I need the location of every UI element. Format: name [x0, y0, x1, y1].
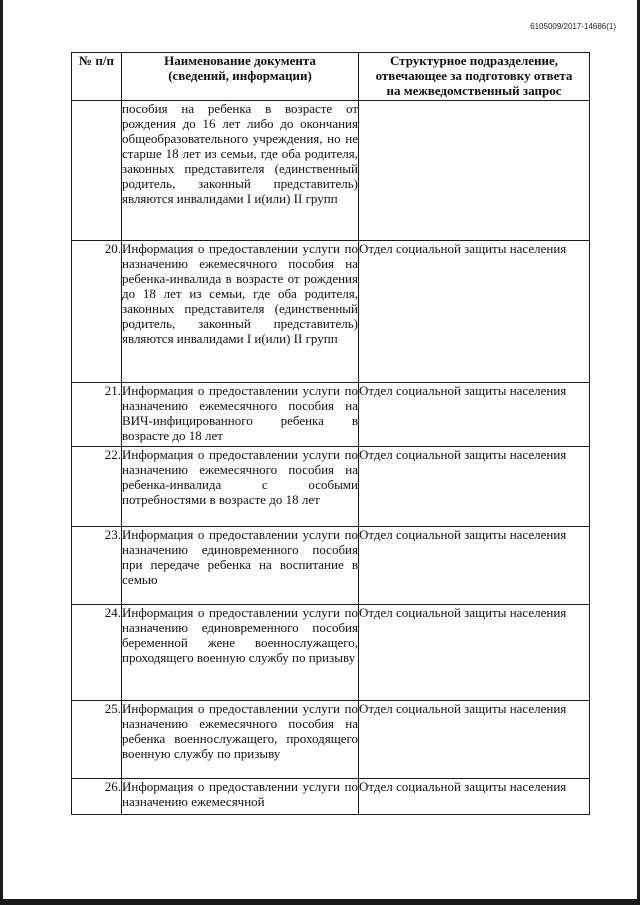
row-num: 20. [72, 241, 122, 383]
row-document-name: Информация о предоставлении услуги по назначению единовременного пособия при передаче ребенка на воспитание в семью [122, 527, 359, 605]
row-department: Отдел социальной защиты населения [359, 383, 590, 447]
row-department: Отдел социальной защиты населения [359, 527, 590, 605]
row-num: 25. [72, 701, 122, 779]
header-dept-line3: на межведомственный запрос [386, 83, 562, 98]
header-dept-line2: отвечающее за подготовку ответа [375, 68, 573, 83]
table-row [72, 383, 590, 447]
header-name-line2: (сведений, информации) [168, 68, 312, 83]
row-document-name: пособия на ребенка в возрасте от рождения до 16 лет либо до окончания общеобразовательного учреждения, но не старше 18 лет из семьи, где оба родителя, законных представителя (единственный родитель, законный представитель) являются инвалидами I и(или) II групп [122, 101, 359, 241]
table-row [72, 527, 590, 605]
table-row [72, 779, 590, 815]
documents-table [71, 52, 590, 815]
row-document-name: Информация о предоставлении услуги по назначению ежемесячного пособия на ребенка-инвалида в возрасте от рождения до 18 лет из семьи, где оба родителя, законных представителя (единственный родитель, законный представитель) являются инвалидами I и(или) II групп [122, 241, 359, 383]
page-edge-left [0, 0, 3, 905]
table-row [72, 241, 590, 383]
header-dept-line1: Структурное подразделение, [389, 53, 559, 68]
header-name-line1: Наименование документа [164, 53, 316, 68]
header-num: № п/п [72, 53, 122, 101]
table-row [72, 701, 590, 779]
table-row [72, 447, 590, 527]
row-department: Отдел социальной защиты населения [359, 241, 590, 383]
row-document-name: Информация о предоставлении услуги по назначению ежемесячного пособия на ребенка военнослужащего, проходящего военную службу по призыву [122, 701, 359, 779]
row-num: 24. [72, 605, 122, 701]
scan-bottom-border [0, 899, 640, 905]
row-num: 22. [72, 447, 122, 527]
document-id: 6105009/2017-14686(1) [530, 22, 616, 31]
row-department: Отдел социальной защиты населения [359, 605, 590, 701]
header-dept [359, 53, 590, 101]
row-department: Отдел социальной защиты населения [359, 701, 590, 779]
row-department: Отдел социальной защиты населения [359, 447, 590, 527]
header-name [122, 53, 359, 101]
table-row [72, 605, 590, 701]
row-document-name: Информация о предоставлении услуги по назначению единовременного пособия беременной жене военнослужащего, проходящего военную службу по призыву [122, 605, 359, 701]
row-num: 26. [72, 779, 122, 815]
row-department: Отдел социальной защиты населения [359, 779, 590, 815]
row-department [359, 101, 590, 241]
row-num [72, 101, 122, 241]
table-header-row [72, 53, 590, 101]
row-document-name: Информация о предоставлении услуги по назначению ежемесячного пособия на ребенка-инвалида с особыми потребностями в возрасте до 18 лет [122, 447, 359, 527]
row-document-name: Информация о предоставлении услуги по назначению ежемесячной [122, 779, 359, 815]
row-num: 23. [72, 527, 122, 605]
row-num: 21. [72, 383, 122, 447]
table-row [72, 101, 590, 241]
row-document-name: Информация о предоставлении услуги по назначению ежемесячного пособия на ВИЧ-инфицированного ребенка в возрасте до 18 лет [122, 383, 359, 447]
